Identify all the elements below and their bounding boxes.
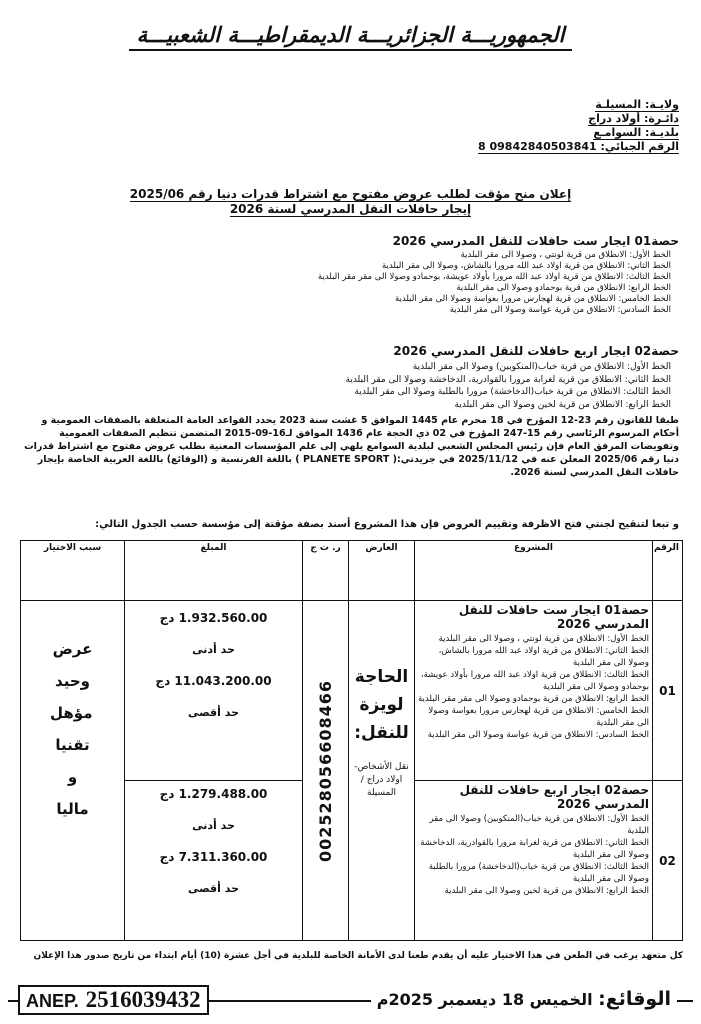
reason-text: عرض وحيد مؤهل تقنيا و ماليا [50, 640, 93, 818]
announcement-head [0, 187, 701, 217]
announcement-subtitle: إيجار حافلات النقل المدرسي لسنة 2026 [229, 202, 472, 216]
table-intro: و تبعا لتنقيح لجنتي فتح الاظرفة وتقييم العروض فإن هذا المشروع أسند بصفة مؤقتة إلى مؤسسة حسب الجدول التالي: [95, 519, 679, 530]
waqai-label: الوقائع: [598, 988, 671, 1010]
lot1-line: الخط الأول: الانطلاق من قرية لونتي ، وصولا الى مقر البلدية [460, 250, 671, 260]
wilaya: ولايـة: المسيلـة [595, 98, 679, 111]
lot2-line: الخط الثاني: الانطلاق من قرية لغرابة مرورا بالقوادرية، الدخاخشة وصولا الى مقر البلدية [345, 374, 671, 385]
row-project-line: الخط الرابع: الانطلاق من قرية بوحمادو وصولا الى مقر مقر البلدية [418, 694, 649, 704]
row-project [415, 781, 653, 941]
amount-cell [125, 601, 303, 781]
amount-min-label: حد أدنى [192, 819, 235, 832]
anep-number: 2516039432 [85, 987, 201, 1012]
bidder-name: الحاجة لويزة للنقل: [354, 667, 409, 743]
lot1-line: الخط الثاني: الانطلاق من قرية اولاد عبد الله مرورا بالشاش، وصولا الى مقر البلدية [382, 261, 671, 271]
lot1-line: الخط الخامس: الانطلاق من قرية لهجارس مرورا بعواسة وصولا الى مقر البلدية [394, 294, 671, 304]
row-project-line: الخط الثاني: الانطلاق من قرية لغرابة مرورا بالقوادرية، الدخاخشة وصولا الى مقر البلدية [420, 838, 649, 860]
row-project-line: الخط الأول: الانطلاق من قرية لونتي ، وصولا الى مقر البلدية [438, 634, 649, 644]
announcement-title: إعلان منح مؤقت لطلب عروض مفتوح مع اشتراط قدرات دنيا رقم 2025/06 [129, 187, 572, 201]
row-project-title: حصة01 ايجار ست حافلات للنقل المدرسي 2026 [458, 603, 649, 631]
col-reason: سبب الاختيار [21, 541, 125, 601]
fiscal-id: الرقم الجبائي: 09842840503841 8 [478, 140, 679, 153]
lot1-title: حصة01 ايجار ست حافلات للنقل المدرسي 2026 [392, 234, 679, 248]
amount-min: 1.932.560.00 دج [159, 611, 268, 625]
row-project-line: الخط الثالث: الانطلاق من قرية خباب(الدخاخشة) مرورا بالطلبة وصولا الى مقر البلدية [428, 862, 649, 884]
amount-max: 7.311.360.00 دج [159, 850, 268, 864]
amount-max-label: حد أقصى [187, 706, 240, 719]
col-num: الرقم [653, 541, 683, 601]
newspaper-date [371, 988, 677, 1010]
col-bidder: العارض [349, 541, 415, 601]
nif-value: 002528056608466 [316, 679, 335, 862]
waqai-date: الخميس 18 ديسمبر 2025م [376, 990, 593, 1009]
lot1-line: الخط الثالث: الانطلاق من قرية اولاد عبد الله مرورا بأولاد عويشة، بوحمادو وصولا الى مقر مقر البلدية [317, 272, 671, 282]
lot1-lines [31, 250, 671, 316]
row-project-line: الخط الأول: الانطلاق من قرية خباب(المنكوبين) وصولا الى مقر البلدية [429, 814, 649, 836]
amount-min-label: حد أدنى [192, 643, 235, 656]
col-project: المشروع [415, 541, 653, 601]
lot2-lines [31, 361, 671, 411]
col-nif: ر. ت ج [303, 541, 349, 601]
row-project-line: الخط الثاني: الانطلاق من قرية اولاد عبد الله مرورا بالشاش، وصولا الى مقر البلدية [438, 646, 649, 668]
col-amount: المبلغ [125, 541, 303, 601]
table-row [21, 601, 683, 781]
row-project [415, 601, 653, 781]
amount-max: 11.043.200.00 دج [155, 674, 272, 688]
row-num: 02 [653, 781, 683, 941]
appeal-note: كل متعهد يرغب في الطعن في هذا الاختيار عليه أن يقدم طعنا لدى الأمانة الخاصة للبلدية في أجل عشرة (10) أيام ابتداء من تاريخ صدور هذا الإعلان [33, 951, 683, 961]
lot1-line: الخط السادس: الانطلاق من قرية عواسة وصولا الى مقر البلدية [449, 305, 671, 315]
commune: بلديـة: السوامـع [593, 126, 679, 139]
anep-label: ANEP. [26, 991, 79, 1011]
reason-cell [21, 601, 125, 941]
row-num: 01 [653, 601, 683, 781]
row-project-title: حصة02 ايجار اربع حافلات للنقل المدرسي 2026 [459, 783, 649, 811]
row-project-line: الخط الرابع: الانطلاق من قرية لخين وصولا الى مقر البلدية [444, 886, 649, 896]
row-project-line: الخط الخامس: الانطلاق من قرية لهجارس مرورا بعواسة وصولا الى مقر البلدية [428, 706, 649, 728]
award-table [20, 540, 683, 941]
daira: دائـرة: أولاد دراج [588, 112, 679, 125]
anep-badge [18, 985, 209, 1015]
row-project-line: الخط السادس: الانطلاق من قرية عواسة وصولا الى مقر البلدية [427, 730, 649, 740]
admin-header [478, 98, 679, 154]
bidder-sub: نقل الأشخاص- اولاد دراج / المسيلة [354, 762, 409, 798]
nif-cell [303, 601, 349, 941]
legal-body: طبقا للقانون رقم 23-12 المؤرخ في 18 محرم عام 1445 الموافق 5 غشت سنة 2023 يحدد القواعد العامة المتعلقة بالصفقات العمومية و أحكام المرسوم الرئاسي رقم 15-247 المؤرخ في 02 ذي الحجة عام 1436 الموافق لـ16-09-2015 المتضمن تنظيم الصفقات العمومية وتفويضات المرفق العام فإن رئيس المجلس الشعبي لبلدية السوامع يلهي إلى علم المؤسسات المعنية بطلب عروض مفتوح مع اشتراط قدرات دنيا رقم 2025/06 المعلن عنه في 2025/11/12 في جريدتي:( PLANETE SPORT ) باللغة الفرنسية و (الوقائع) باللغة العربية الخاصة بإيجار حافلات النقل المدرسي لسنة 2026. [24, 415, 679, 478]
lot1-line: الخط الرابع: الانطلاق من قرية بوحمادو وصولا الى مقر البلدية [456, 283, 671, 293]
table-header-row [21, 541, 683, 601]
republic-title: الجمهوريـــة الجزائريـــة الديمقراطيـــة الشعبيـــة [0, 22, 701, 47]
lot2-line: الخط الأول: الانطلاق من قرية خباب(المنكوبين) وصولا الى مقر البلدية [412, 362, 671, 372]
amount-min: 1.279.488.00 دج [159, 787, 268, 801]
amount-max-label: حد أقصى [187, 882, 240, 895]
lot2-title: حصة02 ايجار اربع حافلات للنقل المدرسي 2026 [393, 344, 679, 358]
row-project-line: الخط الثالث: الانطلاق من قرية اولاد عبد الله مرورا بأولاد عويشة، بوحمادو وصولا الى مقر البلدية [420, 670, 649, 692]
bidder-cell [349, 601, 415, 941]
lot2-line: الخط الثالث: الانطلاق من قرية خباب(الدخاخشة) مرورا بالطلبة وصولا الى مقر البلدية [354, 387, 671, 397]
amount-cell [125, 781, 303, 941]
lot2-line: الخط الرابع: الانطلاق من قرية لخين وصولا الى مقر البلدية [454, 399, 671, 410]
